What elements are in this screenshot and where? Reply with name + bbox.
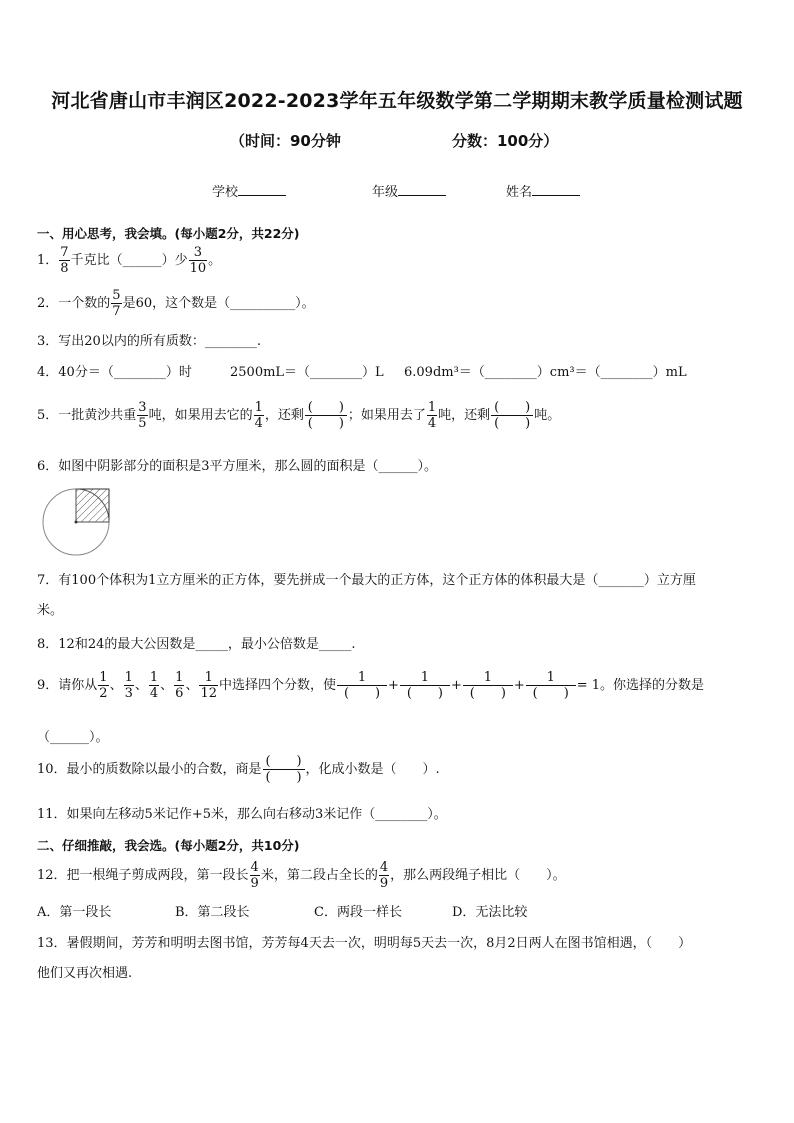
q12-option-d[interactable]: D．无法比较 xyxy=(452,905,528,920)
grade-blank xyxy=(398,183,446,196)
question-1 xyxy=(37,245,221,276)
question-11: 11．如果向左移动5米记作+5米，那么向右移动3米记作（________）。 xyxy=(37,807,447,822)
blank-fraction xyxy=(263,754,305,785)
q9-text-end: 。你选择的分数是 xyxy=(600,678,705,693)
denominator: ( ) xyxy=(337,685,387,701)
grade-field xyxy=(372,181,446,200)
numerator-blank: ( ) xyxy=(265,754,302,769)
fraction xyxy=(199,670,218,701)
q12-option-c[interactable]: C．两段一样长 xyxy=(314,905,402,920)
denominator: 9 xyxy=(250,876,259,891)
denominator: 7 xyxy=(112,304,121,319)
q9-equals: = 1 xyxy=(576,678,601,693)
numerator: 4 xyxy=(379,860,389,875)
question-3: 3．写出20以内的所有质数：________. xyxy=(37,334,261,349)
blank-fraction xyxy=(305,400,347,431)
fraction xyxy=(337,670,387,701)
denominator: ( ) xyxy=(526,685,576,701)
q5-text: ，还剩 xyxy=(264,408,304,423)
q1-number: 1． xyxy=(37,253,59,268)
fraction xyxy=(526,670,576,701)
fraction xyxy=(189,245,208,276)
q10-text-end: ，化成小数是（ ）. xyxy=(305,762,440,777)
denominator: 6 xyxy=(175,686,184,701)
q9-text: 中选择四个分数，使 xyxy=(219,678,337,693)
question-7-line-1: 7．有100个体积为1立方厘米的正方体，要先拼成一个最大的正方体，这个正方体的体积最大是（_______）立方厘 xyxy=(37,573,696,588)
question-9 xyxy=(37,670,704,701)
fraction xyxy=(174,670,184,701)
denominator: 4 xyxy=(149,686,159,701)
shaded-circle-figure xyxy=(38,487,114,561)
fraction xyxy=(400,670,450,701)
school-field xyxy=(212,181,286,200)
exam-score: 分数：100分） xyxy=(452,132,559,150)
denominator-blank: ( ) xyxy=(305,415,347,431)
fraction xyxy=(427,400,437,431)
exam-time: （时间：90分钟 xyxy=(230,132,341,150)
question-4 xyxy=(37,364,192,382)
question-9-line-2: （______）。 xyxy=(37,730,109,745)
q12-text: 12．把一根绳子剪成两段，第一段长 xyxy=(37,868,249,883)
plus-sign: + xyxy=(388,678,399,693)
separator: 、 xyxy=(185,678,199,693)
name-blank xyxy=(532,183,580,196)
section-2-heading: 二、仔细推敲，我会选。(每小题2分，共10分) xyxy=(37,838,300,853)
q5-text: 吨，还剩 xyxy=(438,408,491,423)
numerator: 3 xyxy=(193,245,202,260)
numerator: 7 xyxy=(60,245,69,260)
denominator: 10 xyxy=(189,261,207,276)
q1-text: 千克比（______）少 xyxy=(70,253,188,268)
q2-text: 2．一个数的 xyxy=(37,296,111,311)
question-10 xyxy=(37,754,440,785)
numerator: 1 xyxy=(99,670,108,685)
question-2 xyxy=(37,288,315,319)
question-12 xyxy=(37,860,566,891)
school-blank xyxy=(238,183,286,196)
fraction xyxy=(59,245,69,276)
denominator: 3 xyxy=(124,686,133,701)
denominator-blank: ( ) xyxy=(491,415,533,431)
q5-text: 吨，如果用去它的 xyxy=(148,408,253,423)
question-13-line-2: 他们又再次相遇. xyxy=(37,966,133,981)
denominator: 5 xyxy=(138,416,147,431)
name-field xyxy=(506,181,580,200)
fraction xyxy=(379,860,389,891)
question-8: 8．12和24的最大公因数是_____，最小公倍数是_____. xyxy=(37,637,356,652)
numerator: 1 xyxy=(149,670,159,685)
question-6: 6．如图中阴影部分的面积是3平方厘米，那么圆的面积是（______）。 xyxy=(37,459,438,474)
q2-text-end: 是60，这个数是（__________）。 xyxy=(122,296,315,311)
numerator: 5 xyxy=(112,288,121,303)
fraction xyxy=(98,670,108,701)
numerator: 1 xyxy=(175,670,184,685)
separator: 、 xyxy=(160,678,174,693)
separator: 、 xyxy=(134,678,148,693)
numerator: 1 xyxy=(427,400,437,415)
numerator: 1 xyxy=(420,670,430,685)
fraction xyxy=(111,288,121,319)
fraction xyxy=(250,860,260,891)
question-5 xyxy=(37,400,560,431)
denominator: ( ) xyxy=(463,685,513,701)
numerator: 4 xyxy=(250,860,259,875)
numerator: 3 xyxy=(138,400,147,415)
denominator: 2 xyxy=(99,686,108,701)
fraction xyxy=(124,670,134,701)
numerator: 1 xyxy=(357,670,367,685)
numerator-blank: ( ) xyxy=(494,400,531,415)
section-1-heading: 一、用心思考，我会填。(每小题2分，共22分) xyxy=(37,226,300,241)
numerator: 1 xyxy=(204,670,213,685)
fraction xyxy=(463,670,513,701)
q5-text: 吨。 xyxy=(534,408,561,423)
circle-diagram xyxy=(38,487,114,557)
q9-text: 9．请你从 xyxy=(37,678,98,693)
fraction xyxy=(254,400,264,431)
denominator: 4 xyxy=(427,416,437,431)
fraction xyxy=(149,670,159,701)
blank-fraction xyxy=(491,400,533,431)
denominator-blank: ( ) xyxy=(263,769,305,785)
denominator: 8 xyxy=(60,261,69,276)
q12-option-b[interactable]: B．第二段长 xyxy=(175,905,250,920)
center-point xyxy=(75,521,78,524)
q10-text: 10．最小的质数除以最小的合数，商是 xyxy=(37,762,262,777)
numerator-blank: ( ) xyxy=(307,400,344,415)
plus-sign: + xyxy=(513,678,525,693)
numerator: 1 xyxy=(546,670,555,685)
numerator: 1 xyxy=(124,670,133,685)
separator: 、 xyxy=(109,678,123,693)
question-4-c: 6.09dm³＝（________）cm³＝（________）mL xyxy=(404,365,687,380)
q9-fraction-list xyxy=(97,670,219,701)
fraction xyxy=(137,400,147,431)
name-label: 姓名 xyxy=(506,185,533,200)
question-13-line-1: 13．暑假期间，芳芳和明明去图书馆，芳芳每4天去一次，明明每5天去一次，8月2日两人在图书馆相遇，（ ） xyxy=(37,936,692,951)
page-title: 河北省唐山市丰润区2022-2023学年五年级数学第二学期期末教学质量检测试题 xyxy=(51,90,743,112)
denominator: ( ) xyxy=(400,685,450,701)
q5-text: ；如果用去了 xyxy=(347,408,426,423)
school-label: 学校 xyxy=(212,185,239,200)
q12-text-end: ，那么两段绳子相比（ ）。 xyxy=(390,868,566,883)
denominator: 12 xyxy=(200,686,218,701)
q4-part-a: 4．40分＝（________）时 xyxy=(37,365,192,380)
q1-end: 。 xyxy=(208,253,222,268)
q5-text: 5．一批黄沙共重 xyxy=(37,408,137,423)
numerator: 1 xyxy=(483,670,492,685)
question-4-b: 2500mL＝（________）L xyxy=(230,365,384,380)
question-7-line-2: 米。 xyxy=(37,603,64,618)
grade-label: 年级 xyxy=(372,185,399,200)
denominator: 9 xyxy=(379,876,389,891)
q12-text: 米，第二段占全长的 xyxy=(260,868,378,883)
q9-sum-expression xyxy=(336,670,577,701)
denominator: 4 xyxy=(254,416,263,431)
plus-sign: + xyxy=(450,678,462,693)
q12-option-a[interactable]: A．第一段长 xyxy=(37,905,112,920)
numerator: 1 xyxy=(254,400,263,415)
